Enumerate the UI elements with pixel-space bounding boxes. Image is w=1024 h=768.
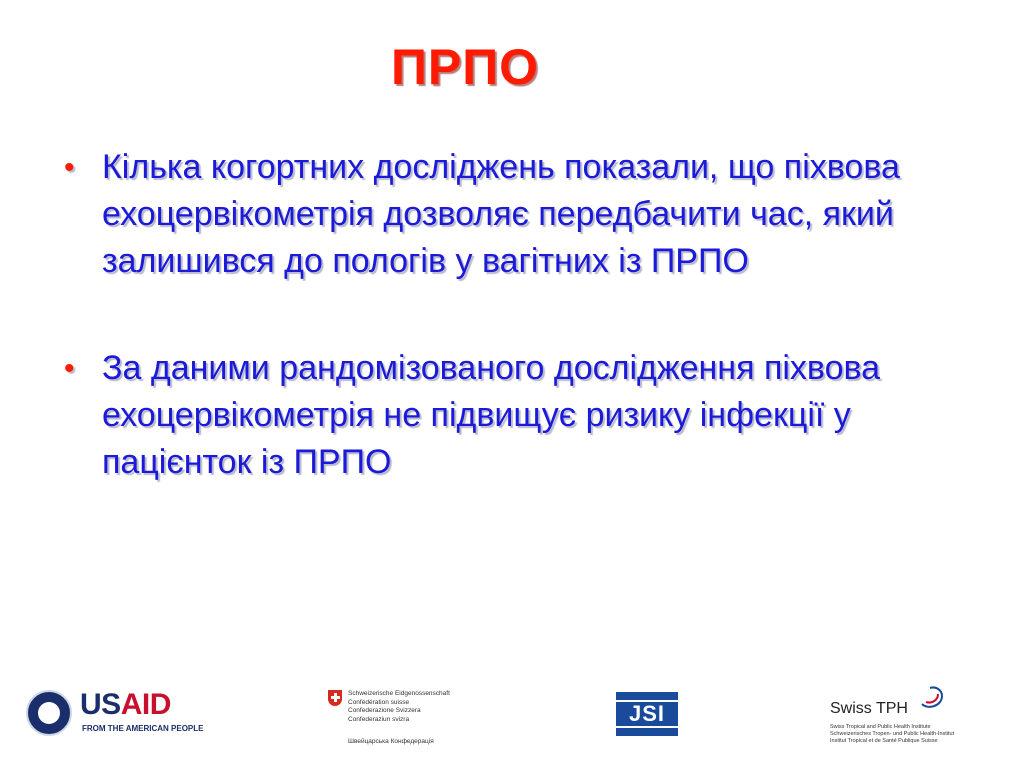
bullet-item [60,144,960,285]
bullet-marker: • [64,151,75,184]
swiss-tph-name: Swiss TPH [830,700,908,717]
bullet-list [60,144,960,486]
usaid-logo [26,688,204,748]
swiss-tph-swoosh-icon [918,684,946,712]
swiss-tph-logo [826,684,996,754]
bullet-text: За даними рандомізованого дослідження піхвова ехоцервікометрія не підвищує ризику інфекції у пацієнток із ПРПО [102,349,881,481]
swiss-flag-icon [328,690,342,706]
usaid-seal-icon [26,690,72,736]
bullet-text: Кілька когортних досліджень показали, що піхвова ехоцервікометрія дозволяє передбачити час, який залишився до пологів у вагітних із ПРПО [102,148,900,280]
bullet-marker: • [64,352,75,385]
slide-title: ПРПО [390,39,540,95]
usaid-wordmark: USAID [80,688,171,721]
jsi-logo: JSI [616,692,678,736]
logo-footer [0,680,1024,760]
swiss-tph-institute-names: Swiss Tropical and Public Health Institute Schweizerisches Tropen- und Public Health-Institut Institut Tropical et de Santé Publique Suisse [830,724,955,744]
bullet-item [60,345,960,486]
swiss-confederation-logo [328,690,488,750]
usaid-tagline: FROM THE AMERICAN PEOPLE [82,724,204,733]
swiss-confederation-ukrainian: Швейцарська Конфедерація [348,738,434,745]
swiss-confederation-names: Schweizerische Eidgenossenschaft Confédération suisse Confederazione Svizzera Confederaziun svizra [348,690,450,723]
